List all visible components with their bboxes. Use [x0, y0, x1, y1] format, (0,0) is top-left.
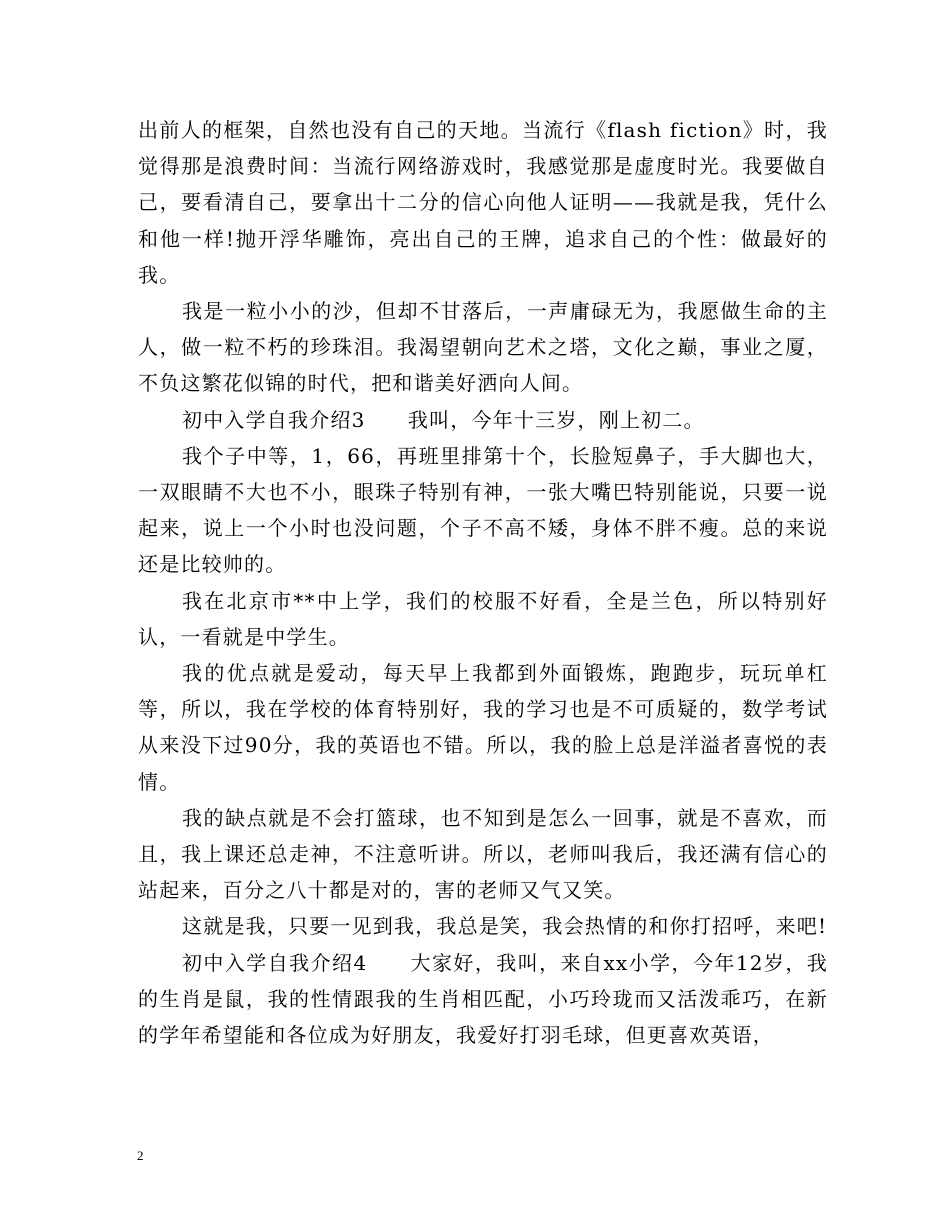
paragraph: 我的缺点就是不会打篮球，也不知到是怎么一回事，就是不喜欢，而且，我上课还总走神，不注意听讲。所以，老师叫我后，我还满有信心的站起来，百分之八十都是对的，害的老师又气又笑。: [138, 805, 828, 903]
paragraph: 我在北京市**中上学，我们的校服不好看，全是兰色，所以特别好认，一看就是中学生。: [138, 588, 828, 649]
paragraph: 初中入学自我介绍3 我叫，今年十三岁，刚上初二。: [182, 407, 705, 432]
paragraph: 初中入学自我介绍4 大家好，我叫，来自xx小学，今年12岁，我的生肖是鼠，我的性情跟我的生肖相匹配，小巧玲珑而又活泼乖巧，在新的学年希望能和各位成为好朋友，我爱好打羽毛球，但更喜欢英语，: [138, 950, 828, 1048]
paragraph: 这就是我，只要一见到我，我总是笑，我会热情的和你打招呼，来吧!: [182, 914, 828, 939]
paragraph: 出前人的框架，自然也没有自己的天地。当流行《flash fiction》时，我觉得那是浪费时间：当流行网络游戏时，我感觉那是虚度时光。我要做自己，要看清自己，要拿出十二分的信心向他人证明——我就是我，凭什么和他一样!抛开浮华雕饰，亮出自己的王牌，追求自己的个性：做最好的我。: [138, 118, 828, 287]
paragraph: 我是一粒小小的沙，但却不甘落后，一声庸碌无为，我愿做生命的主人，做一粒不朽的珍珠泪。我渴望朝向艺术之塔，文化之巅，事业之厦，不负这繁花似锦的时代，把和谐美好洒向人间。: [138, 299, 828, 396]
page-number: 2: [137, 1148, 144, 1163]
paragraph: 我的优点就是爱动，每天早上我都到外面锻炼，跑跑步，玩玩单杠等，所以，我在学校的体育特别好，我的学习也是不可质疑的，数学考试从来没下过90分，我的英语也不错。所以，我的脸上总是洋溢者喜悦的表情。: [138, 661, 828, 794]
paragraph: 我个子中等，1，66，再班里排第十个，长脸短鼻子，手大脚也大，一双眼睛不大也不小，眼珠子特别有神，一张大嘴巴特别能说，只要一说起来，说上一个小时也没问题，个子不高不矮，身体不胖不瘦。总的来说还是比较帅的。: [138, 443, 828, 577]
document-body: [138, 112, 828, 1053]
